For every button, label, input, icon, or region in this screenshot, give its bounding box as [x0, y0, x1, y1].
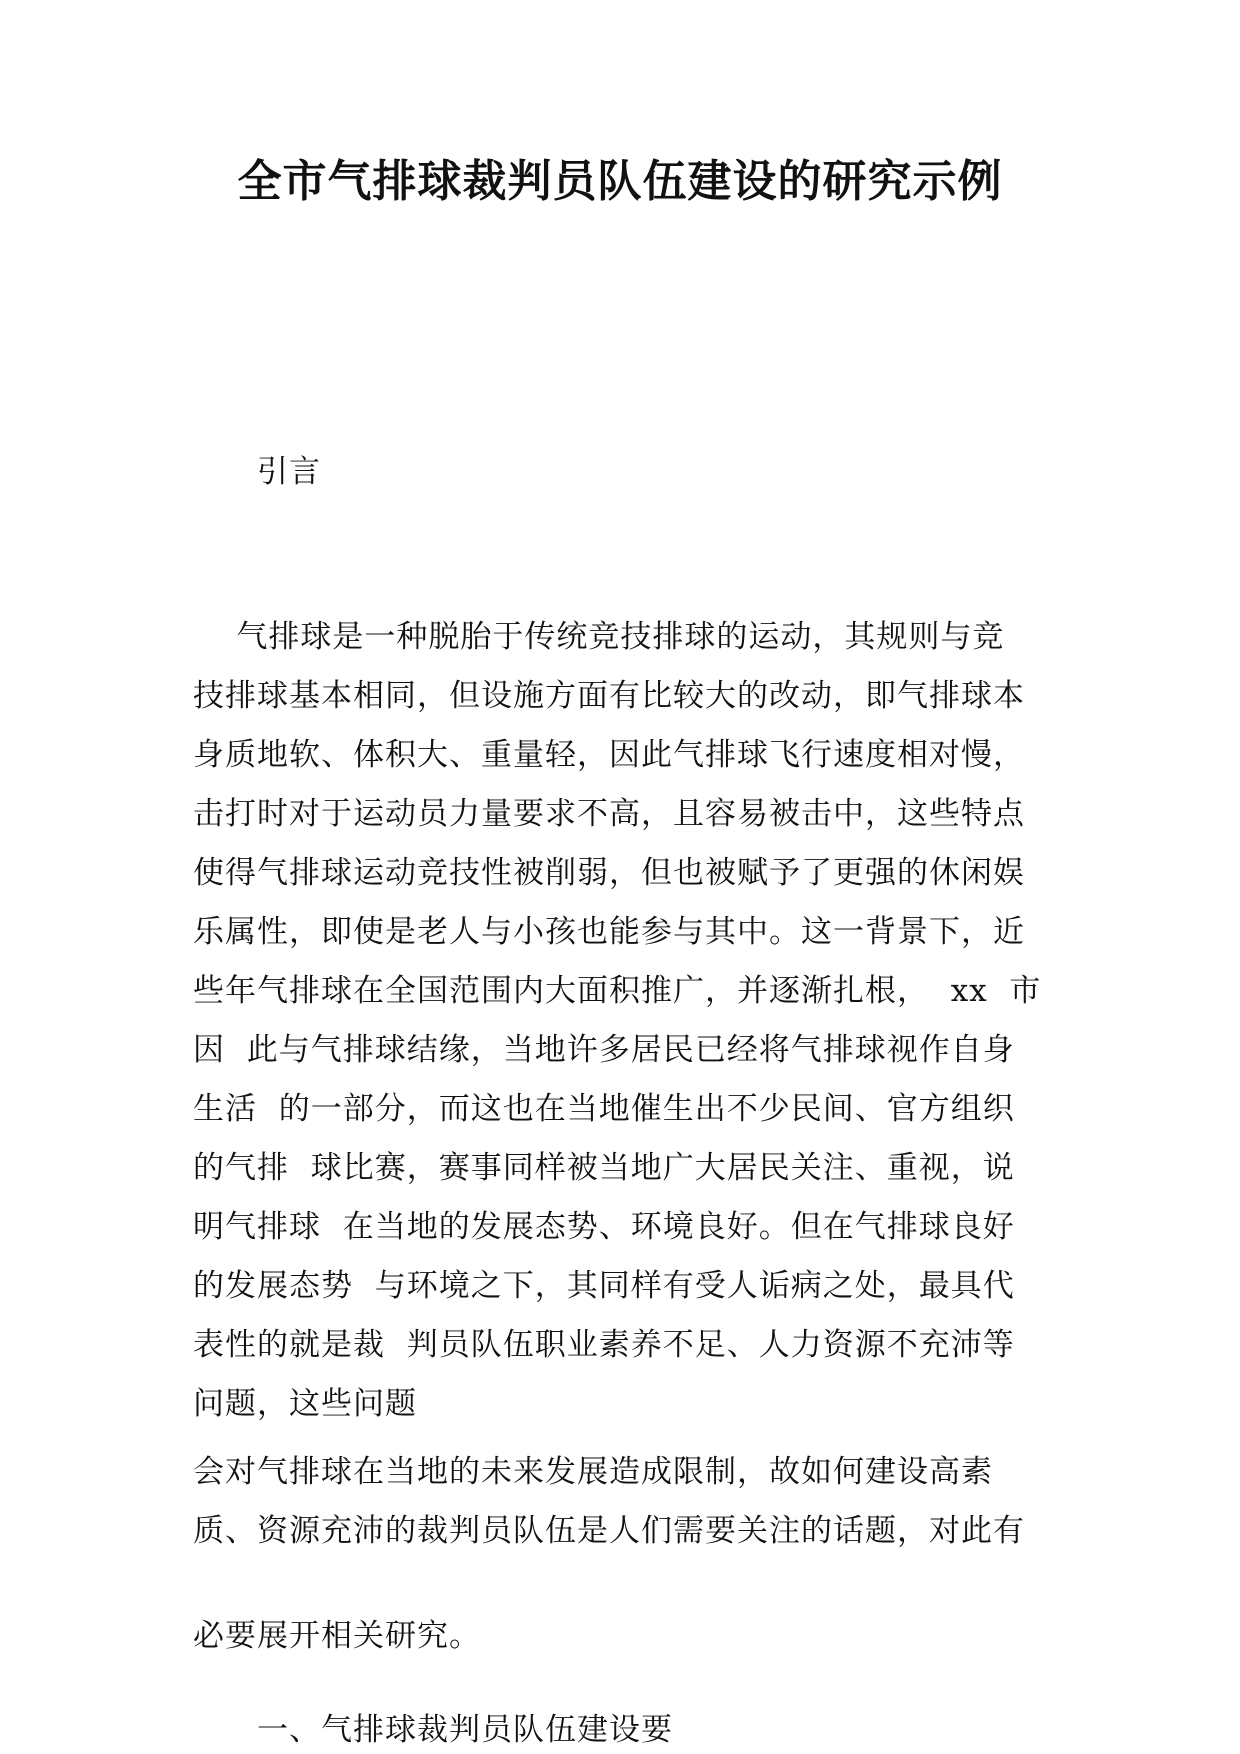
paragraph-line: 因 此与气排球结缘，当地许多居民已经将气排球视作自身	[193, 1032, 1015, 1068]
paragraph-line: 使得气排球运动竞技性被削弱，但也被赋予了更强的休闲娱	[193, 855, 1025, 891]
paragraph-line: 身质地软、体积大、重量轻，因此气排球飞行速度相对慢，	[193, 737, 1025, 773]
paragraph-line: 生活 的一部分，而这也在当地催生出不少民间、官方组织	[193, 1091, 1015, 1127]
document-title: 全市气排球裁判员队伍建设的研究示例	[237, 156, 1003, 207]
paragraph-line: 乐属性，即使是老人与小孩也能参与其中。这一背景下，近	[193, 914, 1025, 950]
paragraph-line: 的气排 球比赛，赛事同样被当地广大居民关注、重视，说	[193, 1150, 1015, 1186]
paragraph-line: 表性的就是裁 判员队伍职业素养不足、人力资源不充沛等	[193, 1327, 1015, 1363]
intro-heading: 引言	[257, 454, 321, 490]
paragraph-line: 质、资源充沛的裁判员队伍是人们需要关注的话题，对此有	[193, 1513, 1025, 1549]
paragraph-line: 技排球基本相同，但设施方面有比较大的改动，即气排球本	[193, 678, 1025, 714]
paragraph-line: 击打时对于运动员力量要求不高，且容易被击中，这些特点	[193, 796, 1025, 832]
paragraph-line: 的发展态势 与环境之下，其同样有受人诟病之处，最具代	[193, 1268, 1015, 1304]
paragraph-line: 问题，这些问题	[193, 1386, 417, 1422]
paragraph-3: 必要展开相关研究。	[193, 1618, 481, 1654]
section-1-heading: 一、气排球裁判员队伍建设要	[257, 1712, 673, 1748]
paragraph-line: 明气排球 在当地的发展态势、环境良好。但在气排球良好	[193, 1209, 1015, 1245]
paragraph-line: 气排球是一种脱胎于传统竞技排球的运动，其规则与竞	[193, 619, 1005, 655]
paragraph-line: 些年气排球在全国范围内大面积推广，并逐渐扎根， xx 市	[193, 973, 1042, 1009]
paragraph-line: 会对气排球在当地的未来发展造成限制，故如何建设高素	[193, 1454, 993, 1490]
